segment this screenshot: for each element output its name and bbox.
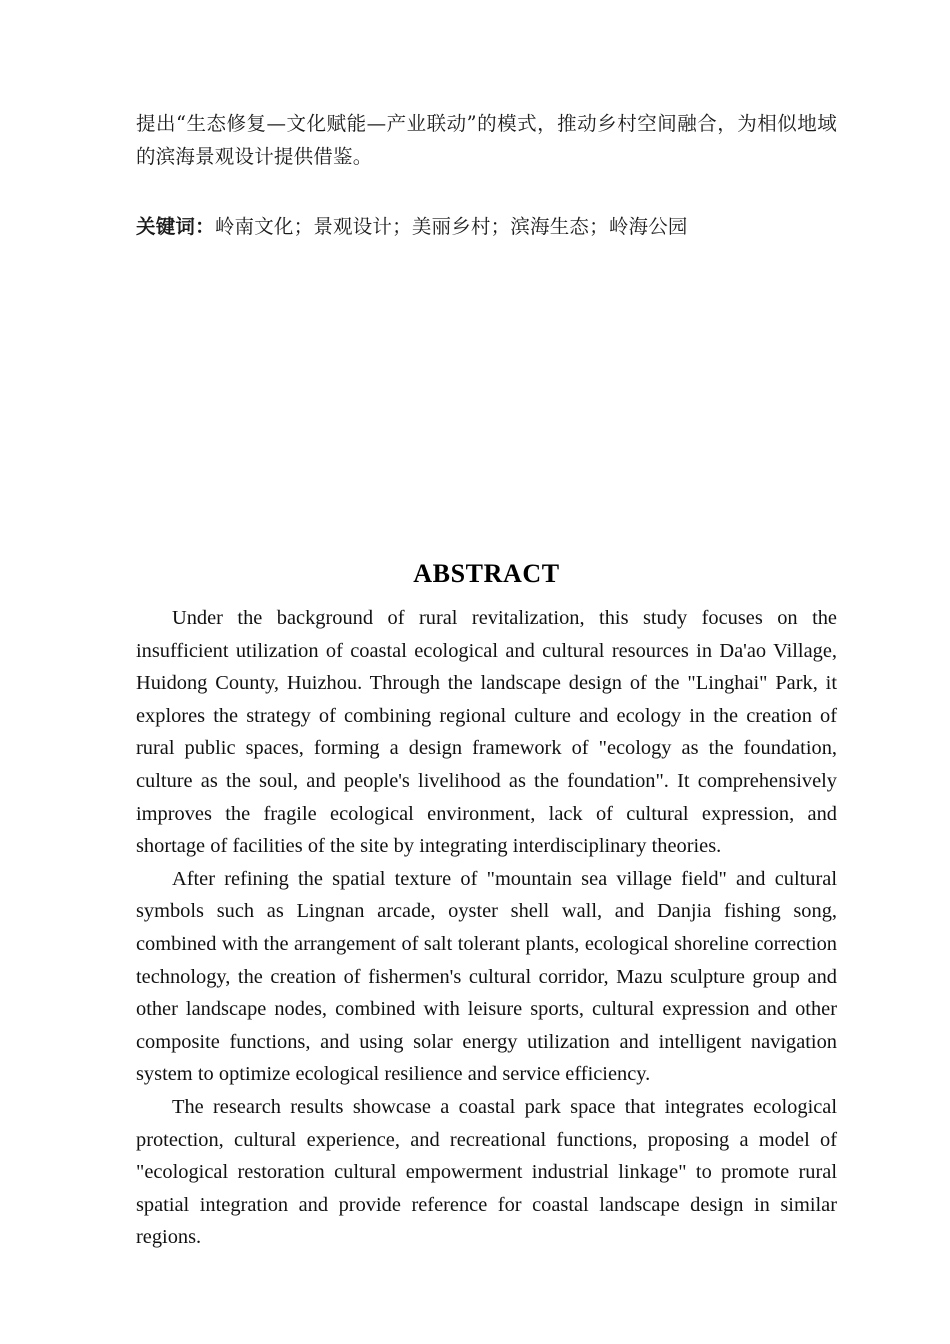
abstract-paragraph-1: Under the background of rural revitalization, this study focuses on the insufficient utilization of coastal ecological and cultural resources in Da'ao Village, Huidong County, Huizhou. Through the landscape design of the "Linghai" Park, it explores the strategy of combining regional culture and ecology in the creation of rural public spaces, forming a design framework of "ecology as the foundation, culture as the soul, and people's livelihood as the foundation". It comprehensively improves the fragile ecological environment, lack of cultural expression, and shortage of facilities of the site by integrating interdisciplinary theories. <box>136 607 837 858</box>
keywords-value: 岭南文化；景观设计；美丽乡村；滨海生态；岭海公园 <box>214 215 688 238</box>
abstract-body <box>136 602 837 1254</box>
abstract-paragraph-2: After refining the spatial texture of "mountain sea village field" and cultural symbols such as Lingnan arcade, oyster shell wall, and Danjia fishing song, combined with the arrangement of salt tolerant plants, ecological shoreline correction technology, the creation of fishermen's cultural corridor, Mazu sculpture group and other landscape nodes, combined with leisure sports, cultural expression and other composite functions, and using solar energy utilization and intelligent navigation system to optimize ecological resilience and service efficiency. <box>136 867 837 1086</box>
chinese-keywords-line <box>136 211 837 244</box>
chinese-abstract-tail <box>136 108 837 173</box>
keywords-row <box>136 211 837 244</box>
abstract-heading: ABSTRACT <box>413 559 560 588</box>
chinese-paragraph: 提出“生态修复—文化赋能—产业联动”的模式，推动乡村空间融合，为相似地域的滨海景观设计提供借鉴。 <box>136 112 837 168</box>
abstract-paragraph-3: The research results showcase a coastal park space that integrates ecological protection, cultural experience, and recreational functions, proposing a model of "ecological restoration cultural empowerment industrial linkage" to promote rural spatial integration and provide reference for coastal landscape design in similar regions. <box>136 1095 837 1249</box>
keywords-label: 关键词： <box>136 215 215 238</box>
